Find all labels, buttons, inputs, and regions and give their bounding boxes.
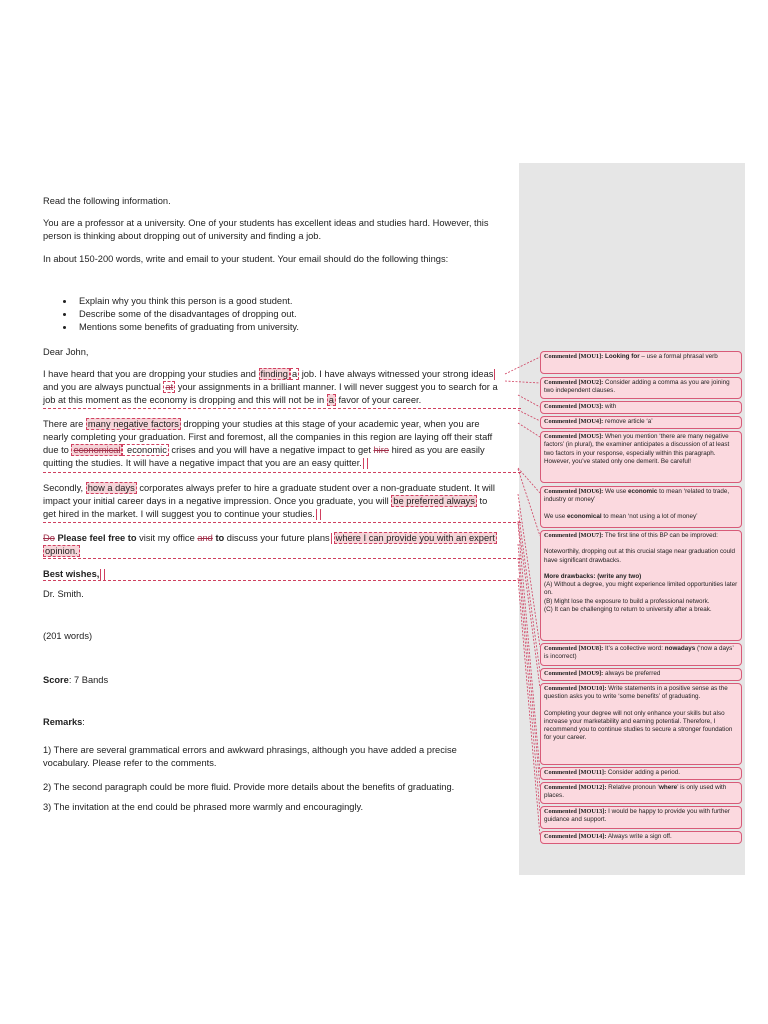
- comment-balloon-mou6[interactable]: Commented [MOU6]: We use economic to mean ‘related to trade, industry or money’ We use economical to mean ‘not using a lot of money’: [540, 486, 742, 528]
- email-paragraph-1: I have heard that you are dropping your studies and finding a job. I have always witnessed your strong ideas and you are always punctual at your assignments in a brilliant manner. I will never suggest you to search for a job at this moment as the economy is dropping and this will not be in a favor of your career.: [43, 369, 498, 405]
- comment-marker: [367, 458, 369, 469]
- comment-balloon-mou9[interactable]: Commented [MOU9]: always be preferred: [540, 668, 742, 681]
- comment-anchor-mou4[interactable]: a: [328, 395, 334, 405]
- task-bullet: • Explain why you think this person is a good student.: [75, 295, 299, 308]
- comment-anchor-mou9[interactable]: be preferred always: [393, 496, 475, 506]
- email-paragraph-2: There are many negative factors dropping your studies at this stage of your academic year, when you are nearly completing your graduation. First and foremost, all the companies in this region are laying off their staff due to economical economic crises and you will have a negative impact to get hire hired as you are easily quitting the studies. It will have a negative impact that you are an easy quitter.: [43, 419, 493, 468]
- word-count: (201 words): [43, 631, 93, 641]
- email-paragraph-3: Secondly, how a days corporates always prefer to hire a graduate student over a non-graduate student. It will impact your initial career days in a negative impression. Once you graduate, you will be preferred always to get hired in the market. I will suggest you to continue your studies.: [43, 483, 495, 519]
- comment-marker: [331, 533, 333, 544]
- comment-underline: [43, 522, 521, 523]
- comment-balloon-mou14[interactable]: Commented [MOU14]: Always write a sign off.: [540, 831, 742, 844]
- comment-balloon-mou2[interactable]: Commented [MOU2]: Consider adding a comma as you are joining two independent clauses.: [540, 377, 742, 399]
- score-line: Score: 7 Bands: [43, 675, 109, 685]
- comment-marker: [494, 369, 496, 380]
- comment-balloon-mou10[interactable]: Commented [MOU10]: Write statements in a positive sense as the question asks you to write ‘some benefits’ of graduating. Completing your degree will not only enhance your skills but also increase your marketability and earning potential. Therefore, I recommend you to continue studies to secure a stronger foundation for your career.: [540, 683, 742, 765]
- comment-balloon-mou8[interactable]: Commented [MOU8]: It’s a collective word: nowadays (‘now a days’ is incorrect): [540, 643, 742, 666]
- comment-underline: [43, 408, 521, 409]
- comment-underline: [43, 558, 521, 559]
- comment-anchor-mou8[interactable]: how a days: [87, 483, 135, 493]
- email-signoff: Best wishes,: [43, 568, 521, 581]
- remark-2: 2) The second paragraph could be more fluid. Provide more details about the benefits of graduating.: [43, 782, 455, 792]
- comment-balloon-mou7[interactable]: Commented [MOU7]: The first line of this BP can be improved: Noteworthily, dropping out at this crucial stage near graduation could have significant drawbacks. More drawbacks: (write any two) (A) Without a degree, you might experience limited opportunities later on. (B) Might lose the exposure to build a professional network. (C) It can be challenging to return to university after a break.: [540, 530, 742, 641]
- comment-marker: [363, 458, 365, 469]
- comment-balloon-mou12[interactable]: Commented [MOU12]: Relative pronoun ‘where’ is only used with places.: [540, 782, 742, 804]
- deleted-word: Do: [43, 533, 55, 543]
- comment-underline: [43, 472, 521, 473]
- task-bullet: • Describe some of the disadvantages of dropping out.: [75, 308, 299, 321]
- comment-anchor-mou13[interactable]: opinion.: [45, 546, 78, 556]
- comment-balloon-mou4[interactable]: Commented [MOU4]: remove article ‘a’: [540, 416, 742, 429]
- comment-anchor-mou1[interactable]: finding: [260, 369, 288, 379]
- comment-balloon-mou11[interactable]: Commented [MOU11]: Consider adding a period.: [540, 767, 742, 780]
- comment-anchor-mou12[interactable]: where I can provide you with an expert: [335, 533, 495, 543]
- comment-marker: [104, 569, 106, 580]
- comment-anchor-mou3[interactable]: at: [165, 382, 174, 392]
- instruction-task: In about 150-200 words, write and email to your student. Your email should do the following things:: [43, 254, 449, 264]
- comment-anchor-mou5[interactable]: many negative factors: [87, 419, 179, 429]
- remarks-heading: Remarks:: [43, 717, 85, 727]
- email-paragraph-4: Do Please feel free to visit my office and to discuss your future plans where I can provide you with an expert opinion.: [43, 533, 495, 556]
- comment-balloon-mou1[interactable]: Commented [MOU1]: Looking for – use a formal phrasal verb: [540, 351, 742, 374]
- comment-balloon-mou5[interactable]: Commented [MOU5]: When you mention ‘there are many negative factors’ (in plural), the examiner anticipates a discussion of at least two factors in your response, especially within this paragraph. However, you’ve stated only one demerit. Be careful!: [540, 431, 742, 483]
- task-bullet: • Mentions some benefits of graduating from university.: [75, 321, 299, 334]
- remark-1: 1) There are several grammatical errors and awkward phrasings, although you have added a precise vocabulary. Please refer to the comments.: [43, 745, 457, 768]
- comment-anchor-mou6[interactable]: economical: [73, 445, 121, 455]
- email-greeting: Dear John,: [43, 347, 89, 357]
- comment-anchor-mou1[interactable]: a: [291, 369, 298, 379]
- comment-marker: [320, 509, 322, 520]
- instruction-read: Read the following information.: [43, 196, 171, 206]
- email-signature: Dr. Smith.: [43, 589, 84, 599]
- remark-3: 3) The invitation at the end could be phrased more warmly and encouragingly.: [43, 802, 364, 812]
- instruction-scenario: You are a professor at a university. One of your students has excellent ideas and studies hard. However, this person is thinking about dropping out of university and finding a job.: [43, 218, 489, 241]
- comment-anchor-mou6[interactable]: economic: [124, 445, 167, 455]
- comment-balloon-mou13[interactable]: Commented [MOU13]: I would be happy to provide you with further guidance and support.: [540, 806, 742, 829]
- deleted-word: hire: [373, 445, 389, 455]
- deleted-word: and: [197, 533, 213, 543]
- comment-marker: [316, 509, 318, 520]
- task-bullet-list: [43, 295, 299, 334]
- comment-balloon-mou3[interactable]: Commented [MOU3]: with: [540, 401, 742, 414]
- comment-underline: [43, 580, 521, 581]
- comment-marker: [100, 569, 102, 580]
